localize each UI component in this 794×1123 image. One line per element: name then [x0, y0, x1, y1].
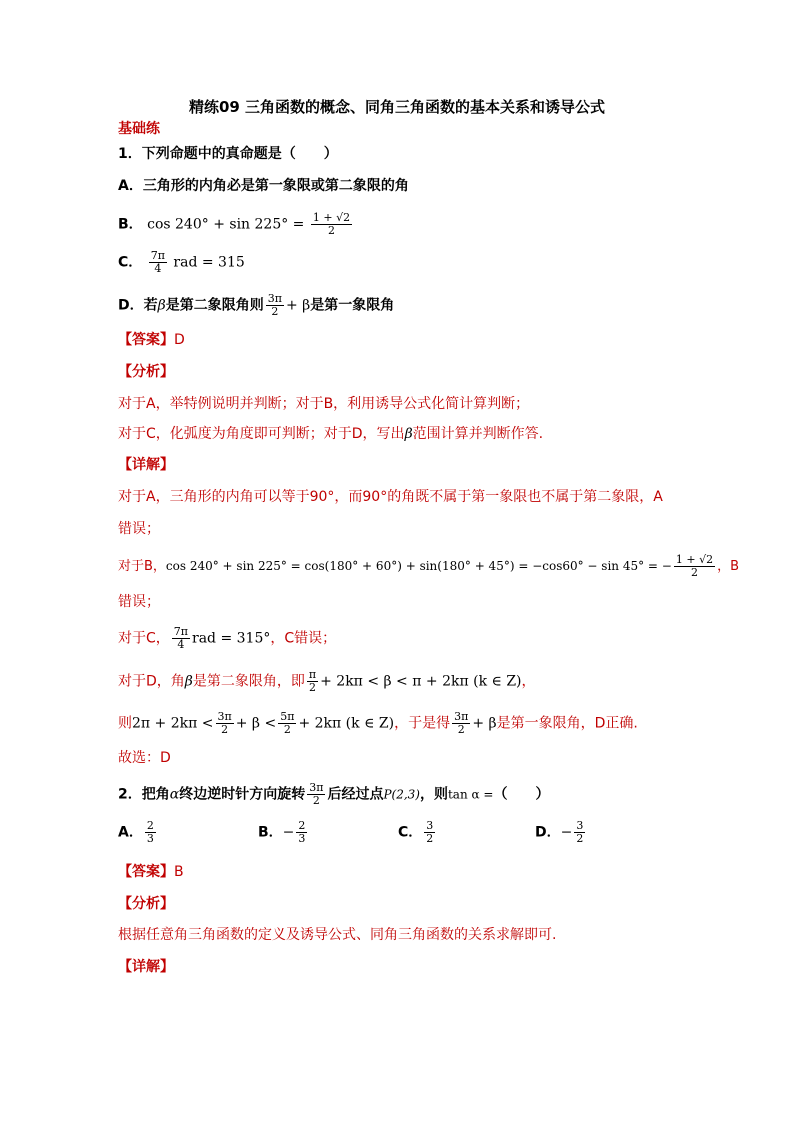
q2-option-a [118, 820, 158, 845]
q1-option-b-expr: cos 240° + sin 225° = [147, 216, 305, 233]
fraction-denominator: 2 [327, 224, 335, 237]
q2-stem-text: 2．把角 [118, 786, 170, 803]
fraction-numerator: 3π [217, 710, 232, 723]
q2-stem-text: ，则 [419, 786, 448, 803]
fraction-numerator: 7π [173, 625, 189, 638]
fraction-denominator: 2 [426, 832, 434, 845]
analysis-text: 范围计算并判断作答. [412, 426, 544, 442]
fraction-denominator: 2 [271, 305, 279, 318]
detail-b-expr: cos 240° + sin 225° = cos(180° + 60°) + sin(180° + 45°) = −cos60° − sin 45° = − [165, 559, 672, 573]
detail-text: 对于B， [118, 559, 166, 574]
fraction-numerator: 3π [267, 292, 282, 305]
detail-text: 是第二象限角，即 [192, 673, 305, 690]
fraction-denominator: 2 [221, 723, 229, 736]
q1-detail-a-line-2: 错误； [118, 521, 160, 537]
fraction-denominator: 2 [576, 832, 584, 845]
q1-option-d-fraction [266, 293, 284, 318]
beta-symbol: β [404, 426, 413, 442]
option-label: A． [118, 824, 143, 841]
q1-detail-e [118, 711, 638, 736]
analysis-text: 对于C，化弧度为角度即可判断；对于D，写出 [118, 426, 405, 442]
q2-tan-expr: tan α = [447, 787, 494, 802]
fraction-denominator: 3 [146, 832, 154, 845]
answer-value: B [174, 864, 184, 880]
q2-option-b [258, 820, 309, 845]
q2-detail-label: 【详解】 [118, 959, 174, 975]
q2-stem-text: （ ） [493, 786, 550, 803]
fraction-numerator: π [308, 668, 317, 681]
minus-sign: − [282, 824, 295, 841]
minus-sign: − [560, 824, 573, 841]
q2-rotation-fraction [307, 782, 325, 807]
detail-c-expr: rad = 315° [192, 630, 271, 647]
q1-option-d-plus: + β [285, 297, 311, 314]
q1-conclusion: 故选：D [118, 750, 171, 766]
fraction-numerator: 1 + √2 [312, 211, 351, 224]
detail-e-fraction [216, 711, 234, 736]
beta-symbol: β [184, 673, 193, 690]
q2-stem-text: 后经过点 [327, 786, 384, 803]
option-fraction [296, 820, 307, 845]
fraction-numerator: 2 [298, 819, 306, 832]
detail-c-fraction [172, 626, 190, 651]
section-heading: 基础练 [118, 121, 160, 137]
fraction-numerator: 5π [280, 710, 295, 723]
fraction-denominator: 4 [154, 262, 162, 275]
q1-analysis-line-1: 对于A，举特例说明并判断；对于B，利用诱导公式化简计算判断； [118, 396, 530, 412]
fraction-denominator: 3 [298, 832, 306, 845]
q1-option-b [118, 212, 354, 237]
fraction-denominator: 4 [177, 638, 185, 651]
q2-stem [118, 782, 549, 807]
option-fraction [574, 820, 585, 845]
detail-b-fraction [674, 554, 715, 579]
detail-e-fraction [278, 711, 296, 736]
fraction-denominator: 2 [308, 681, 316, 694]
q1-option-b-label: B． [118, 216, 143, 233]
q1-option-d-mid: 是第二象限角则 [165, 297, 264, 314]
detail-d-expr: + 2kπ < β < π + 2kπ (k ∈ Z) [320, 673, 522, 690]
option-label: B． [258, 824, 283, 841]
detail-e-fraction [452, 711, 470, 736]
q2-option-c [398, 820, 437, 845]
beta-symbol: β [157, 297, 166, 314]
detail-text: ， [521, 673, 536, 690]
detail-text: ，于是得 [394, 715, 451, 732]
q1-option-c-expr: rad = 315 [173, 254, 245, 271]
q1-detail-a-line-1: 对于A，三角形的内角可以等于90°，而90°的角既不属于第一象限也不属于第二象限，A [118, 489, 663, 505]
q1-option-c-label: C． [118, 254, 143, 271]
answer-value: D [174, 332, 185, 348]
detail-e-expr: + β [472, 715, 497, 732]
q2-analysis-label: 【分析】 [118, 896, 174, 912]
option-label: C． [398, 824, 423, 841]
fraction-denominator: 2 [457, 723, 465, 736]
fraction-numerator: 1 + √2 [675, 553, 714, 566]
answer-label: 【答案】 [118, 864, 174, 880]
q2-analysis: 根据任意角三角函数的定义及诱导公式、同角三角函数的关系求解即可. [118, 927, 557, 943]
page-title: 精练09 三角函数的概念、同角三角函数的基本关系和诱导公式 [188, 98, 606, 116]
option-fraction [145, 820, 156, 845]
detail-text: 对于D，角 [118, 673, 185, 690]
fraction-numerator: 3 [576, 819, 584, 832]
q1-detail-b [118, 554, 739, 579]
q1-option-d [118, 293, 394, 318]
q1-analysis-line-2 [118, 424, 543, 444]
detail-text: ，B [717, 559, 739, 574]
q1-analysis-label: 【分析】 [118, 364, 174, 380]
fraction-numerator: 3π [309, 781, 324, 794]
q1-option-c [118, 250, 245, 275]
fraction-denominator: 2 [690, 566, 698, 579]
fraction-numerator: 2 [146, 819, 154, 832]
detail-text: 则 [118, 715, 132, 732]
q1-option-d-tail: 是第一象限角 [310, 297, 395, 314]
q1-stem: 1．下列命题中的真命题是（ ） [118, 146, 338, 162]
detail-e-expr: + 2kπ (k ∈ Z) [298, 715, 395, 732]
q1-answer [118, 330, 185, 350]
fraction-numerator: 3π [454, 710, 469, 723]
fraction-denominator: 2 [312, 794, 320, 807]
q1-detail-d [118, 669, 536, 694]
q2-answer [118, 862, 184, 882]
fraction-numerator: 3 [426, 819, 434, 832]
detail-e-expr: + β < [235, 715, 277, 732]
detail-text: 是第一象限角，D正确. [496, 715, 638, 732]
detail-text: 对于C， [118, 630, 170, 647]
option-label: D． [535, 824, 561, 841]
option-fraction [424, 820, 435, 845]
q1-option-b-fraction [311, 212, 352, 237]
fraction-denominator: 2 [283, 723, 291, 736]
detail-d-fraction [307, 669, 318, 694]
answer-label: 【答案】 [118, 332, 174, 348]
q1-option-d-pre: D．若 [118, 297, 158, 314]
q1-option-c-fraction [149, 250, 167, 275]
q1-option-a: A．三角形的内角必是第一象限或第二象限的角 [118, 178, 409, 194]
q1-detail-b-line-2: 错误； [118, 594, 160, 610]
q1-detail-label: 【详解】 [118, 457, 174, 473]
alpha-symbol: α [169, 786, 180, 803]
q2-stem-text: 终边逆时针方向旋转 [179, 786, 306, 803]
fraction-numerator: 7π [150, 249, 165, 262]
detail-e-expr: 2π + 2kπ < [132, 715, 214, 732]
detail-text: ，C错误； [270, 630, 337, 647]
q2-option-d [535, 820, 587, 845]
q2-point: P(2,3) [383, 787, 420, 802]
q1-detail-c [118, 626, 336, 651]
